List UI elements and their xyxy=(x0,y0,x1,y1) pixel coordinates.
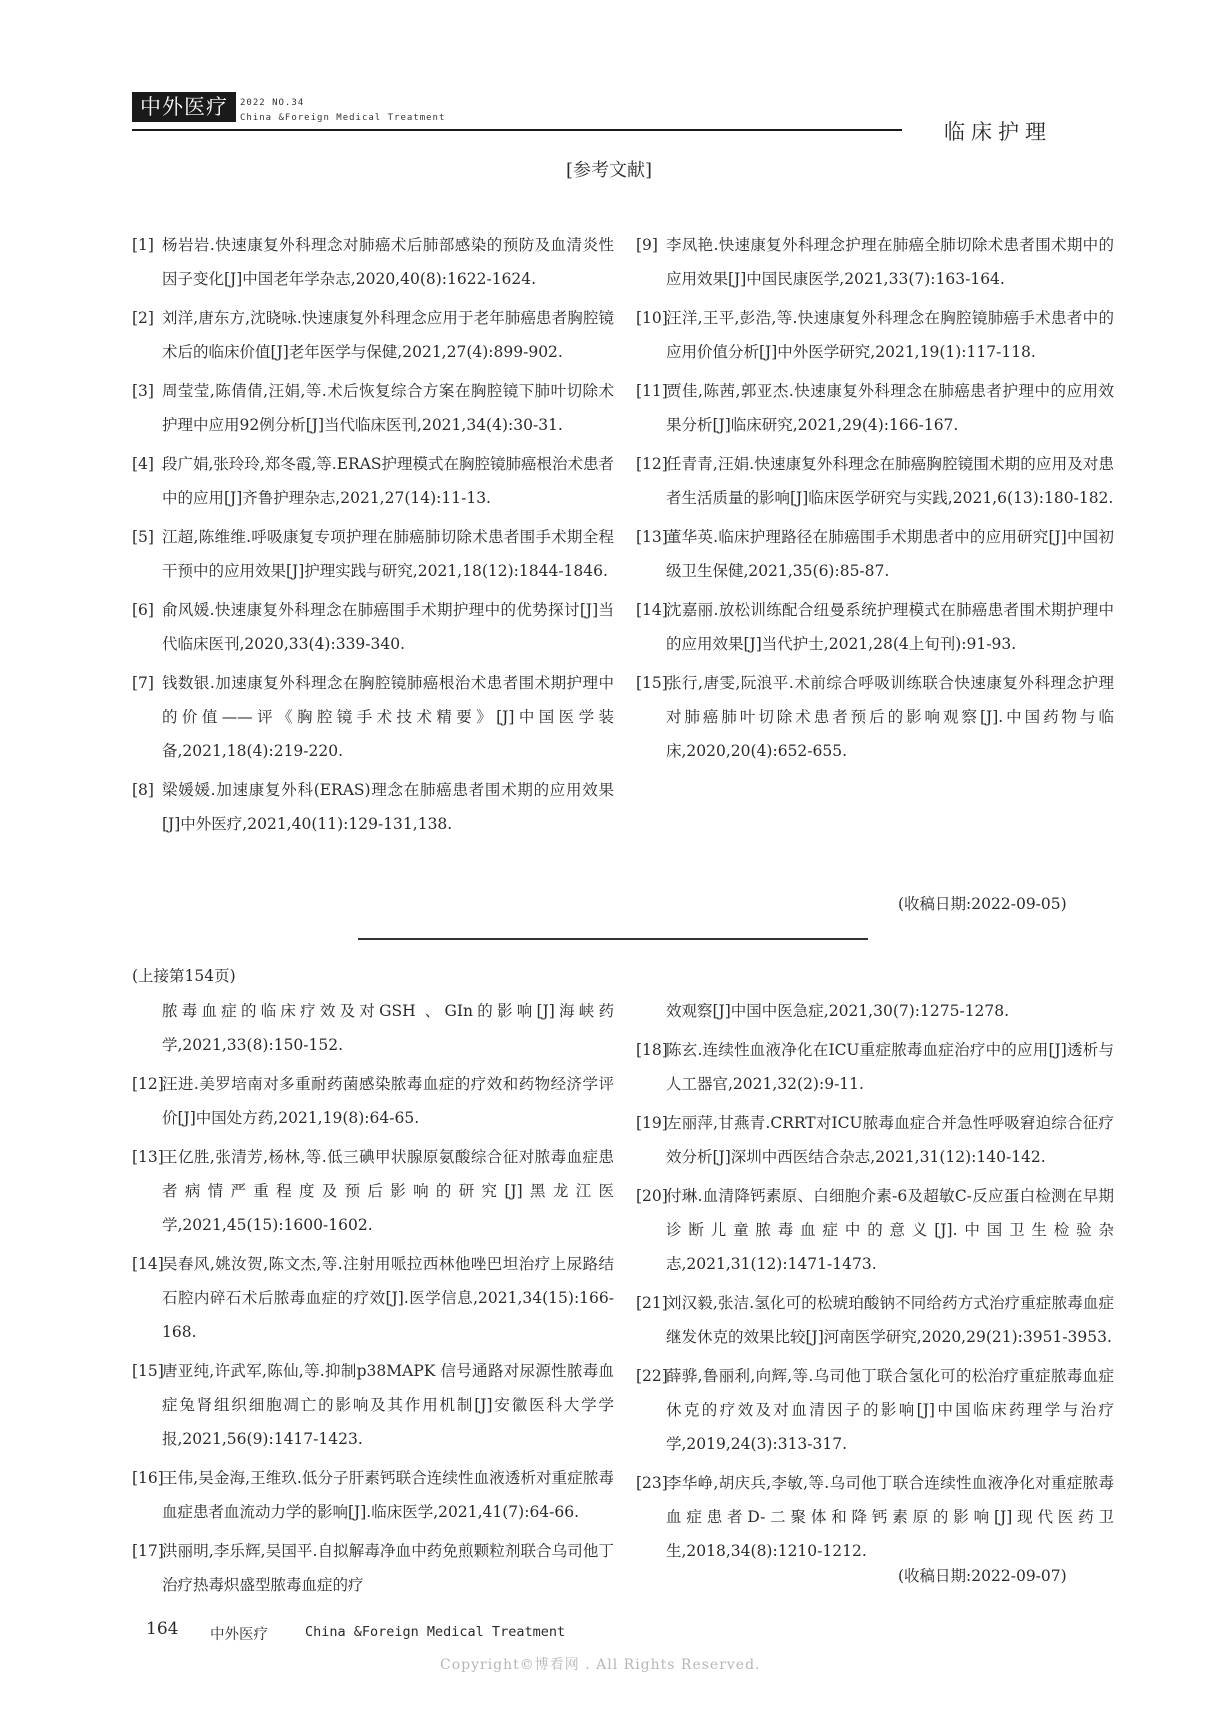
reference-text: 周莹莹,陈倩倩,汪娟,等.术后恢复综合方案在胸腔镜下肺叶切除术护理中应用92例分析[J]当代临床医刊,2021,34(4):30-31. xyxy=(162,382,614,434)
reference-item xyxy=(636,236,1114,296)
reference-item xyxy=(636,1187,1114,1281)
copyright-notice: Copyright©博看网 . All Rights Reserved. xyxy=(440,1657,761,1673)
reference-item xyxy=(636,1294,1114,1354)
received-date-2: (收稿日期:2022-09-07) xyxy=(898,1567,1067,1585)
reference-text: 洪丽明,李乐辉,吴国平.自拟解毒净血中药免煎颗粒剂联合乌司他丁治疗热毒炽盛型脓毒血症的疗 xyxy=(162,1542,614,1594)
reference-item xyxy=(132,528,614,588)
reference-text: 付琳.血清降钙素原、白细胞介素-6及超敏C-反应蛋白检测在早期诊断儿童脓毒血症中的意义[J].中国卫生检验杂志,2021,31(12):1471-1473. xyxy=(666,1187,1114,1273)
section-label: 临床护理 xyxy=(944,120,1052,144)
reference-text: 俞风媛.快速康复外科理念在肺癌围手术期护理中的优势探讨[J]当代临床医刊,2020,33(4):339-340. xyxy=(162,601,614,653)
page-number: 164 xyxy=(146,1619,179,1639)
reference-text: 刘汉毅,张洁.氢化可的松琥珀酸钠不同给药方式治疗重症脓毒血症继发休克的效果比较[J]河南医学研究,2020,29(21):3951-3953. xyxy=(666,1294,1114,1346)
reference-text: 汪洋,王平,彭浩,等.快速康复外科理念在胸腔镜肺癌手术患者中的应用价值分析[J]中外医学研究,2021,19(1):117-118. xyxy=(666,309,1114,361)
section-divider xyxy=(358,938,868,940)
reference-item xyxy=(636,1474,1114,1568)
reference-number: [15] xyxy=(636,674,668,692)
reference-item xyxy=(132,601,614,661)
reference-number: [20] xyxy=(636,1187,668,1205)
reference-number: [14] xyxy=(132,1255,164,1273)
reference-number: [6] xyxy=(132,601,154,619)
reference-text: 张行,唐雯,阮浪平.术前综合呼吸训练联合快速康复外科理念护理对肺癌肺叶切除术患者预后的影响观察[J].中国药物与临床,2020,20(4):652-655. xyxy=(666,674,1114,760)
reference-number: [13] xyxy=(132,1148,164,1166)
reference-number: [8] xyxy=(132,781,154,799)
reference-text: 沈嘉丽.放松训练配合纽曼系统护理模式在肺癌患者围术期护理中的应用效果[J]当代护士,2021,28(4上旬刊):91-93. xyxy=(666,601,1114,653)
reference-item xyxy=(132,1148,614,1242)
reference-item xyxy=(132,236,614,296)
reference-number: [17] xyxy=(132,1542,164,1560)
reference-item xyxy=(636,1041,1114,1101)
continued-from-label: (上接第154页) xyxy=(132,967,236,985)
reference-text: 任青青,汪娟.快速康复外科理念在肺癌胸腔镜围术期的应用及对患者生活质量的影响[J]临床医学研究与实践,2021,6(13):180-182. xyxy=(666,455,1114,507)
reference-number: [21] xyxy=(636,1294,668,1312)
references-column-left-2 xyxy=(132,1002,614,1615)
reference-item xyxy=(132,455,614,515)
journal-logo: 中外医疗 xyxy=(132,92,236,122)
reference-number: [22] xyxy=(636,1367,668,1385)
reference-text: 刘洋,唐东方,沈晓咏.快速康复外科理念应用于老年肺癌患者胸腔镜术后的临床价值[J]老年医学与保健,2021,27(4):899-902. xyxy=(162,309,614,361)
reference-number: [23] xyxy=(636,1474,668,1492)
reference-text: 陈玄.连续性血液净化在ICU重症脓毒血症治疗中的应用[J]透析与人工器官,2021,32(2):9-11. xyxy=(666,1041,1114,1093)
reference-text: 段广娟,张玲玲,郑冬霞,等.ERAS护理模式在胸腔镜肺癌根治术患者中的应用[J]齐鲁护理杂志,2021,27(14):11-13. xyxy=(162,455,615,507)
reference-text: 贾佳,陈茜,郭亚杰.快速康复外科理念在肺癌患者护理中的应用效果分析[J]临床研究,2021,29(4):166-167. xyxy=(666,382,1114,434)
reference-item xyxy=(636,382,1114,442)
reference-item xyxy=(636,309,1114,369)
reference-number: [15] xyxy=(132,1362,164,1380)
reference-number: [11] xyxy=(636,382,668,400)
reference-number: [10] xyxy=(636,309,668,327)
reference-item xyxy=(132,1542,614,1602)
references-column-right-1 xyxy=(636,236,1114,781)
reference-item xyxy=(636,1367,1114,1461)
reference-text: 唐亚纯,许武军,陈仙,等.抑制p38MAPK 信号通路对尿源性脓毒血症兔肾组织细胞凋亡的影响及其作用机制[J]安徽医科大学学报,2021,56(9):1417-1423. xyxy=(162,1362,614,1448)
reference-text: 薛骅,鲁丽利,向辉,等.乌司他丁联合氢化可的松治疗重症脓毒血症休克的疗效及对血清因子的影响[J]中国临床药理学与治疗学,2019,24(3):313-317. xyxy=(666,1367,1114,1453)
reference-item xyxy=(132,382,614,442)
references-column-right-2 xyxy=(636,1002,1114,1581)
reference-text: 王伟,吴金海,王维玖.低分子肝素钙联合连续性血液透析对重症脓毒血症患者血流动力学的影响[J].临床医学,2021,41(7):64-66. xyxy=(162,1469,614,1521)
reference-number: [18] xyxy=(636,1041,668,1059)
reference-item xyxy=(132,309,614,369)
reference-text: 杨岩岩.快速康复外科理念对肺癌术后肺部感染的预防及血清炎性因子变化[J]中国老年学杂志,2020,40(8):1622-1624. xyxy=(162,236,614,288)
reference-text: 李华峥,胡庆兵,李敏,等.乌司他丁联合连续性血液净化对重症脓毒血症患者D-二聚体和降钙素原的影响[J]现代医药卫生,2018,34(8):1210-1212. xyxy=(666,1474,1114,1560)
reference-item xyxy=(636,528,1114,588)
reference-item xyxy=(132,1075,614,1135)
reference-item xyxy=(636,455,1114,515)
reference-item xyxy=(132,674,614,768)
reference-text: 江超,陈维维.呼吸康复专项护理在肺癌肺切除术患者围手术期全程干预中的应用效果[J]护理实践与研究,2021,18(12):1844-1846. xyxy=(162,528,614,580)
reference-number: [5] xyxy=(132,528,154,546)
header-rule xyxy=(132,129,902,131)
reference-item xyxy=(132,1362,614,1456)
reference-number: [12] xyxy=(636,455,668,473)
issue-number: 2022 NO.34 xyxy=(240,98,305,108)
reference-text: 吴春风,姚汝贺,陈文杰,等.注射用哌拉西林他唑巴坦治疗上尿路结石腔内碎石术后脓毒血症的疗效[J].医学信息,2021,34(15):166-168. xyxy=(162,1255,614,1341)
reference-item xyxy=(132,781,614,841)
reference-text: 梁媛媛.加速康复外科(ERAS)理念在肺癌患者围术期的应用效果[J]中外医疗,2021,40(11):129-131,138. xyxy=(162,781,614,833)
reference-number: [9] xyxy=(636,236,658,254)
reference-item xyxy=(636,601,1114,661)
reference-item xyxy=(636,1114,1114,1174)
reference-number: [7] xyxy=(132,674,154,692)
references-heading: [参考文献] xyxy=(566,160,653,181)
reference-item xyxy=(132,1002,614,1062)
journal-english-title: China &Foreign Medical Treatment xyxy=(240,113,446,123)
reference-text: 王亿胜,张清芳,杨林,等.低三碘甲状腺原氨酸综合征对脓毒血症患者病情严重程度及预后影响的研究[J]黑龙江医学,2021,45(15):1600-1602. xyxy=(162,1148,614,1234)
footer-journal-english: China &Foreign Medical Treatment xyxy=(305,1624,566,1640)
reference-item xyxy=(636,674,1114,768)
reference-number: [2] xyxy=(132,309,154,327)
reference-number: [3] xyxy=(132,382,154,400)
reference-number: [1] xyxy=(132,236,154,254)
references-column-left-1 xyxy=(132,236,614,854)
reference-text: 左丽萍,甘燕青.CRRT对ICU脓毒血症合并急性呼吸窘迫综合征疗效分析[J]深圳中西医结合杂志,2021,31(12):140-142. xyxy=(666,1114,1114,1166)
reference-item xyxy=(636,1002,1114,1028)
footer-journal-name: 中外医疗 xyxy=(210,1627,268,1643)
reference-text: 钱数银.加速康复外科理念在胸腔镜肺癌根治术患者围术期护理中的价值——评《胸腔镜手术技术精要》[J]中国医学装备,2021,18(4):219-220. xyxy=(162,674,614,760)
received-date-1: (收稿日期:2022-09-05) xyxy=(898,895,1067,913)
reference-text: 李凤艳.快速康复外科理念护理在肺癌全肺切除术患者围术期中的应用效果[J]中国民康医学,2021,33(7):163-164. xyxy=(666,236,1114,288)
reference-item xyxy=(132,1469,614,1529)
reference-number: [4] xyxy=(132,455,154,473)
reference-number: [19] xyxy=(636,1114,668,1132)
reference-number: [16] xyxy=(132,1469,164,1487)
reference-item xyxy=(132,1255,614,1349)
reference-text: 董华英.临床护理路径在肺癌围手术期患者中的应用研究[J]中国初级卫生保健,2021,35(6):85-87. xyxy=(666,528,1114,580)
reference-number: [14] xyxy=(636,601,668,619)
reference-text: 汪进.美罗培南对多重耐药菌感染脓毒血症的疗效和药物经济学评价[J]中国处方药,2021,19(8):64-65. xyxy=(162,1075,614,1127)
reference-text: 脓毒血症的临床疗效及对GSH 、GIn的影响[J]海峡药学,2021,33(8):150-152. xyxy=(162,1002,614,1054)
reference-number: [12] xyxy=(132,1075,164,1093)
reference-text: 效观察[J]中国中医急症,2021,30(7):1275-1278. xyxy=(666,1002,1010,1020)
reference-number: [13] xyxy=(636,528,668,546)
